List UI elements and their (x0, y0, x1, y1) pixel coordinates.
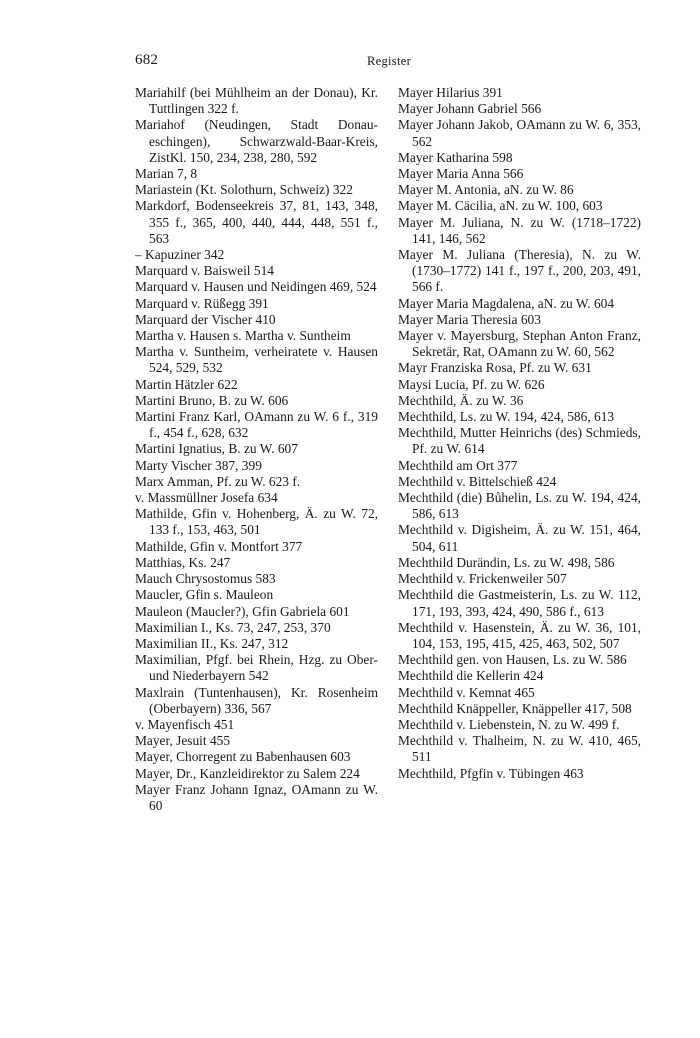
index-entry: Mayer, Dr., Kanzleidirektor zu Salem 224 (135, 765, 360, 781)
index-entry: Mayer, Chorregent zu Babenhausen 603 (135, 749, 351, 765)
index-entry: Mauch Chrysostomus 583 (135, 571, 276, 587)
index-entry: Mayer Johann Jakob, OAmann zu W. 6, 353, 562 (398, 117, 641, 149)
index-entry: Mechthild, Ä. zu W. 36 (398, 392, 524, 408)
index-entry: Marquard v. Rüßegg 391 (135, 295, 269, 311)
index-entry: Mariahilf (bei Mühlheim an der Donau), Kr. Tuttlingen 322 f. (135, 85, 378, 117)
index-entry: Mechthild v. Thalheim, N. zu W. 410, 465, 511 (398, 733, 641, 765)
index-entry: Maximilian II., Ks. 247, 312 (135, 635, 289, 651)
index-entry: Mechthild gen. von Hausen, Ls. zu W. 586 (398, 652, 627, 668)
index-entry: Mechthild, Ls. zu W. 194, 424, 586, 613 (398, 409, 615, 425)
index-entry: Marty Vischer 387, 399 (135, 457, 262, 473)
index-column-left (135, 85, 378, 814)
index-entry: Maxlrain (Tuntenhausen), Kr. Rosenheim (Oberbayern) 336, 567 (135, 684, 378, 716)
index-entry: Mathilde, Gfin v. Montfort 377 (135, 538, 303, 554)
page-number: 682 (135, 52, 159, 68)
index-entry: Mechthild, Pfgfin v. Tübingen 463 (398, 765, 584, 781)
index-entry: Marx Amman, Pf. zu W. 623 f. (135, 473, 301, 489)
index-entry: Mechthild, Mutter Heinrichs (des) Schmieds, Pf. zu W. 614 (398, 425, 641, 457)
index-entry: Mayer Maria Theresia 603 (398, 311, 541, 327)
index-entry: Mechthild Durändin, Ls. zu W. 498, 586 (398, 554, 615, 570)
index-entry: Martini Franz Karl, OAmann zu W. 6 f., 319 f., 454 f., 628, 632 (135, 409, 378, 441)
index-entry: Matthias, Ks. 247 (135, 554, 231, 570)
index-entry: Mauleon (Maucler?), Gfin Gabriela 601 (135, 603, 350, 619)
index-entry: Mayer Hilarius 391 (398, 85, 503, 100)
index-entry: Mechthild die Kellerin 424 (398, 668, 544, 684)
index-entry: Mayer Franz Johann Ignaz, OAmann zu W. 60 (135, 781, 378, 813)
index-entry: Marquard v. Baisweil 514 (135, 263, 274, 279)
index-entry: Markdorf, Bodenseekreis 37, 81, 143, 348, 355 f., 365, 400, 440, 444, 448, 551 f., 563 (135, 198, 378, 246)
index-entry: Mayer Maria Magdalena, aN. zu W. 604 (398, 295, 615, 311)
index-entry: Mayer M. Juliana (Theresia), N. zu W. (1730–1772) 141 f., 197 f., 200, 203, 491, 566 f. (398, 247, 641, 295)
index-entry: Mechthild v. Kemnat 465 (398, 684, 535, 700)
index-entry: Martini Ignatius, B. zu W. 607 (135, 441, 298, 457)
index-entry: Mayer M. Antonia, aN. zu W. 86 (398, 182, 574, 198)
index-entry: – Kapuziner 342 (135, 247, 225, 263)
index-entry: Maucler, Gfin s. Mauleon (135, 587, 274, 603)
index-entry: Mayer M. Juliana, N. zu W. (1718–1722) 141, 146, 562 (398, 214, 641, 246)
running-head: Register (366, 54, 412, 68)
index-entry: Mechthild v. Liebenstein, N. zu W. 499 f. (398, 716, 620, 732)
index-entry: Mayer v. Mayersburg, Stephan Anton Franz, Sekretär, Rat, OAmann zu W. 60, 562 (398, 328, 641, 360)
index-entry: Marian 7, 8 (135, 166, 198, 182)
index-entry: Marquard der Vischer 410 (135, 311, 276, 327)
index-entry: Mayr Franziska Rosa, Pf. zu W. 631 (398, 360, 592, 376)
index-entry: Mechthild (die) Bůhelin, Ls. zu W. 194, 424, 586, 613 (398, 490, 641, 522)
index-entry: v. Massmüllner Josefa 634 (135, 490, 278, 506)
index-entry: Maysi Lucia, Pf. zu W. 626 (398, 376, 545, 392)
index-entry: Mayer Katharina 598 (398, 149, 513, 165)
index-entry: Marquard v. Hausen und Neidingen 469, 524 (135, 279, 377, 295)
index-entry: v. Mayenfisch 451 (135, 716, 235, 732)
index-column-right (398, 85, 641, 782)
index-entry: Mariastein (Kt. Solothurn, Schweiz) 322 (135, 182, 353, 198)
index-entry: Mechthild v. Bittelschieß 424 (398, 473, 557, 489)
index-entry: Martini Bruno, B. zu W. 606 (135, 392, 289, 408)
index-entry: Mayer Johann Gabriel 566 (398, 101, 542, 117)
index-entry: Mechthild v. Digisheim, Ä. zu W. 151, 464, 504, 611 (398, 522, 641, 554)
index-entry: Maximilian, Pfgf. bei Rhein, Hzg. zu Ober- und Niederbayern 542 (135, 652, 378, 684)
index-entry: Mechthild die Gastmeisterin, Ls. zu W. 112, 171, 193, 393, 424, 490, 586 f., 613 (398, 587, 641, 619)
index-entry: Mayer M. Cäcilia, aN. zu W. 100, 603 (398, 198, 603, 214)
index-entry: Mariahof (Neudingen, Stadt Donaueschingen), Schwarzwald-Baar-Kreis, ZistKl. 150, 234, 238, 280, 592 (135, 117, 378, 165)
index-entry: Mathilde, Gfin v. Hohenberg, Ä. zu W. 72, 133 f., 153, 463, 501 (135, 506, 378, 538)
index-entry: Mechthild v. Hasenstein, Ä. zu W. 36, 101, 104, 153, 195, 415, 425, 463, 502, 507 (398, 619, 641, 651)
index-entry: Mechthild am Ort 377 (398, 457, 518, 473)
index-entry: Martin Hätzler 622 (135, 376, 238, 392)
index-entry: Martha v. Suntheim, verheiratete v. Hausen 524, 529, 532 (135, 344, 378, 376)
index-entry: Mechthild v. Frickenweiler 507 (398, 571, 567, 587)
index-entry: Mayer Maria Anna 566 (398, 166, 524, 182)
index-entry: Maximilian I., Ks. 73, 247, 253, 370 (135, 619, 331, 635)
index-entry: Mayer, Jesuit 455 (135, 733, 231, 749)
index-entry: Mechthild Knäppeller, Knäppeller 417, 508 (398, 700, 632, 716)
index-entry: Martha v. Hausen s. Martha v. Suntheim (135, 328, 351, 344)
